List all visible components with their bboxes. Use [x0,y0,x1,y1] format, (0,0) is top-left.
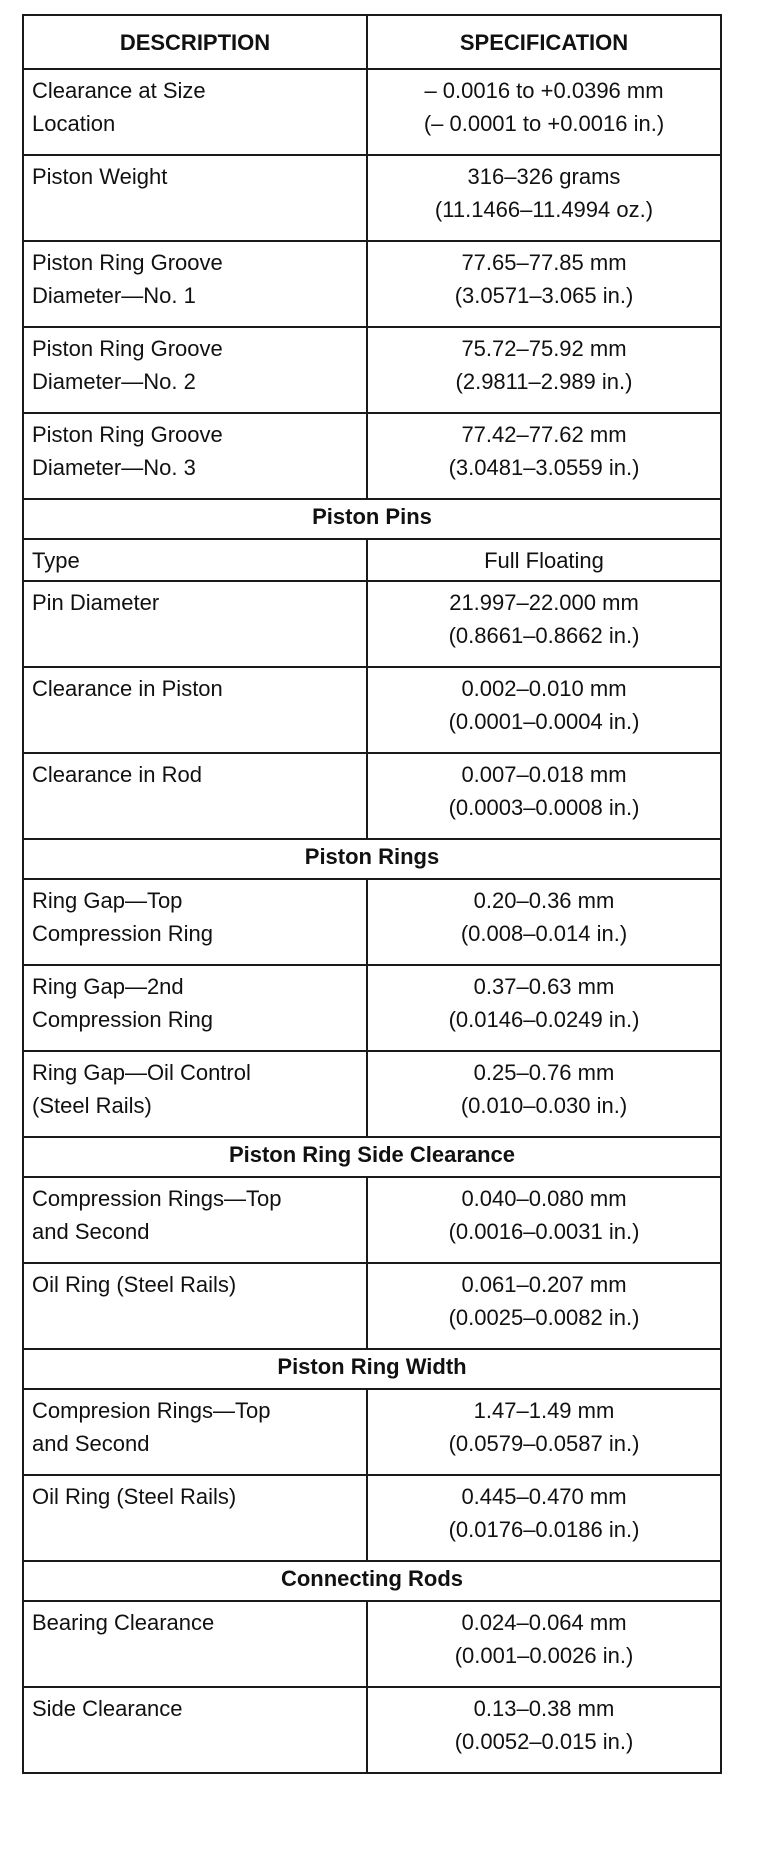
description-text: Diameter—No. 3 [32,455,196,480]
spec-imperial-value: (0.0016–0.0031 in.) [448,1219,640,1244]
column-header-specification: SPECIFICATION [367,15,721,69]
description-text: Piston Ring Groove [32,422,223,447]
description-cell [23,1177,367,1263]
table-row [23,879,721,965]
description-text: (Steel Rails) [32,1093,152,1118]
description-text: Piston Ring Groove [32,250,223,275]
table-row [23,1177,721,1263]
spec-imperial-value: (11.1466–11.4994 oz.) [434,197,654,222]
specification-cell [367,1177,721,1263]
specification-cell [367,1475,721,1561]
spec-imperial-value: (0.008–0.014 in.) [460,921,628,946]
description-text: Ring Gap—2nd [32,974,184,999]
description-text: Side Clearance [32,1696,183,1721]
spec-imperial-value: (3.0481–3.0559 in.) [448,455,640,480]
spec-metric-value: 0.024–0.064 mm [461,1610,627,1635]
description-cell [23,753,367,839]
description-text: Location [32,111,116,136]
spec-imperial-value: (0.001–0.0026 in.) [454,1643,634,1668]
description-text: Compression Ring [32,921,213,946]
spec-metric-value: 316–326 grams [467,164,621,189]
description-text: Compression Rings—Top [32,1186,282,1211]
spec-metric-value: 21.997–22.000 mm [449,590,639,615]
description-text: Clearance in Rod [32,762,202,787]
spec-metric-value: 0.061–0.207 mm [461,1272,627,1297]
spec-metric-value: 0.20–0.36 mm [473,888,615,913]
section-title: Piston Pins [23,499,721,539]
description-cell [23,327,367,413]
description-cell [23,1389,367,1475]
section-header-row [23,839,721,879]
section-header-row [23,1561,721,1601]
spec-metric-value: 0.002–0.010 mm [461,676,627,701]
spec-metric-value: – 0.0016 to +0.0396 mm [424,78,664,103]
specification-cell [367,1051,721,1137]
specification-cell [367,581,721,667]
description-text: Type [32,548,80,573]
table-row [23,1263,721,1349]
spec-imperial-value: (2.9811–2.989 in.) [455,369,633,394]
specification-cell [367,753,721,839]
specification-cell [367,965,721,1051]
specification-cell [367,1601,721,1687]
specification-cell [367,1263,721,1349]
specification-table [22,14,722,1774]
spec-metric-value: Full Floating [484,548,604,573]
description-cell [23,879,367,965]
specification-cell [367,241,721,327]
description-cell [23,1263,367,1349]
spec-imperial-value: (0.0001–0.0004 in.) [448,709,640,734]
spec-imperial-value: (– 0.0001 to +0.0016 in.) [423,111,665,136]
section-title: Piston Ring Side Clearance [23,1137,721,1177]
section-header-row [23,1349,721,1389]
table-row [23,667,721,753]
table-row [23,753,721,839]
table-row [23,1475,721,1561]
table-row [23,241,721,327]
description-cell [23,413,367,499]
table-row [23,69,721,155]
description-text: and Second [32,1431,150,1456]
description-text: Clearance in Piston [32,676,223,701]
description-cell [23,1475,367,1561]
spec-metric-value: 75.72–75.92 mm [461,336,627,361]
spec-imperial-value: (0.0003–0.0008 in.) [448,795,640,820]
spec-metric-value: 0.040–0.080 mm [461,1186,627,1211]
description-cell [23,241,367,327]
spec-metric-value: 77.42–77.62 mm [461,422,627,447]
table-row [23,965,721,1051]
description-cell [23,667,367,753]
description-text: and Second [32,1219,150,1244]
description-text: Oil Ring (Steel Rails) [32,1272,237,1297]
table-row [23,155,721,241]
specification-cell [367,667,721,753]
spec-imperial-value: (0.0176–0.0186 in.) [448,1517,640,1542]
specification-cell [367,413,721,499]
table-header-row [23,15,721,69]
description-cell [23,155,367,241]
spec-metric-value: 77.65–77.85 mm [461,250,627,275]
description-cell [23,1051,367,1137]
description-text: Oil Ring (Steel Rails) [32,1484,237,1509]
description-text: Compresion Rings—Top [32,1398,271,1423]
spec-imperial-value: (0.010–0.030 in.) [460,1093,628,1118]
description-cell [23,1687,367,1773]
description-text: Piston Weight [32,164,168,189]
spec-imperial-value: (0.0025–0.0082 in.) [448,1305,640,1330]
specification-cell [367,327,721,413]
spec-imperial-value: (0.0052–0.015 in.) [454,1729,634,1754]
table-row [23,1601,721,1687]
section-header-row [23,499,721,539]
spec-metric-value: 0.37–0.63 mm [473,974,615,999]
description-cell [23,965,367,1051]
description-cell [23,539,367,581]
spec-imperial-value: (3.0571–3.065 in.) [454,283,634,308]
description-cell [23,1601,367,1687]
description-text: Ring Gap—Top [32,888,183,913]
table-row [23,1687,721,1773]
spec-imperial-value: (0.0579–0.0587 in.) [448,1431,640,1456]
specification-cell [367,69,721,155]
description-text: Ring Gap—Oil Control [32,1060,251,1085]
spec-imperial-value: (0.8661–0.8662 in.) [448,623,640,648]
description-cell [23,69,367,155]
description-text: Bearing Clearance [32,1610,215,1635]
section-title: Piston Rings [23,839,721,879]
table-row [23,327,721,413]
specification-cell [367,1687,721,1773]
description-cell [23,581,367,667]
spec-imperial-value: (0.0146–0.0249 in.) [448,1007,640,1032]
table-row [23,539,721,581]
spec-metric-value: 0.445–0.470 mm [461,1484,627,1509]
column-header-description: DESCRIPTION [23,15,367,69]
table-row [23,1051,721,1137]
spec-metric-value: 0.25–0.76 mm [473,1060,615,1085]
spec-metric-value: 0.13–0.38 mm [473,1696,615,1721]
table-body [23,69,721,1773]
description-text: Diameter—No. 1 [32,283,196,308]
description-text: Diameter—No. 2 [32,369,196,394]
description-text: Compression Ring [32,1007,213,1032]
specification-cell [367,539,721,581]
table-row [23,413,721,499]
specification-cell [367,1389,721,1475]
spec-metric-value: 0.007–0.018 mm [461,762,627,787]
section-title: Connecting Rods [23,1561,721,1601]
table-row [23,1389,721,1475]
specification-cell [367,155,721,241]
spec-metric-value: 1.47–1.49 mm [473,1398,615,1423]
section-header-row [23,1137,721,1177]
description-text: Piston Ring Groove [32,336,223,361]
description-text: Pin Diameter [32,590,160,615]
section-title: Piston Ring Width [23,1349,721,1389]
specification-cell [367,879,721,965]
description-text: Clearance at Size [32,78,206,103]
table-row [23,581,721,667]
